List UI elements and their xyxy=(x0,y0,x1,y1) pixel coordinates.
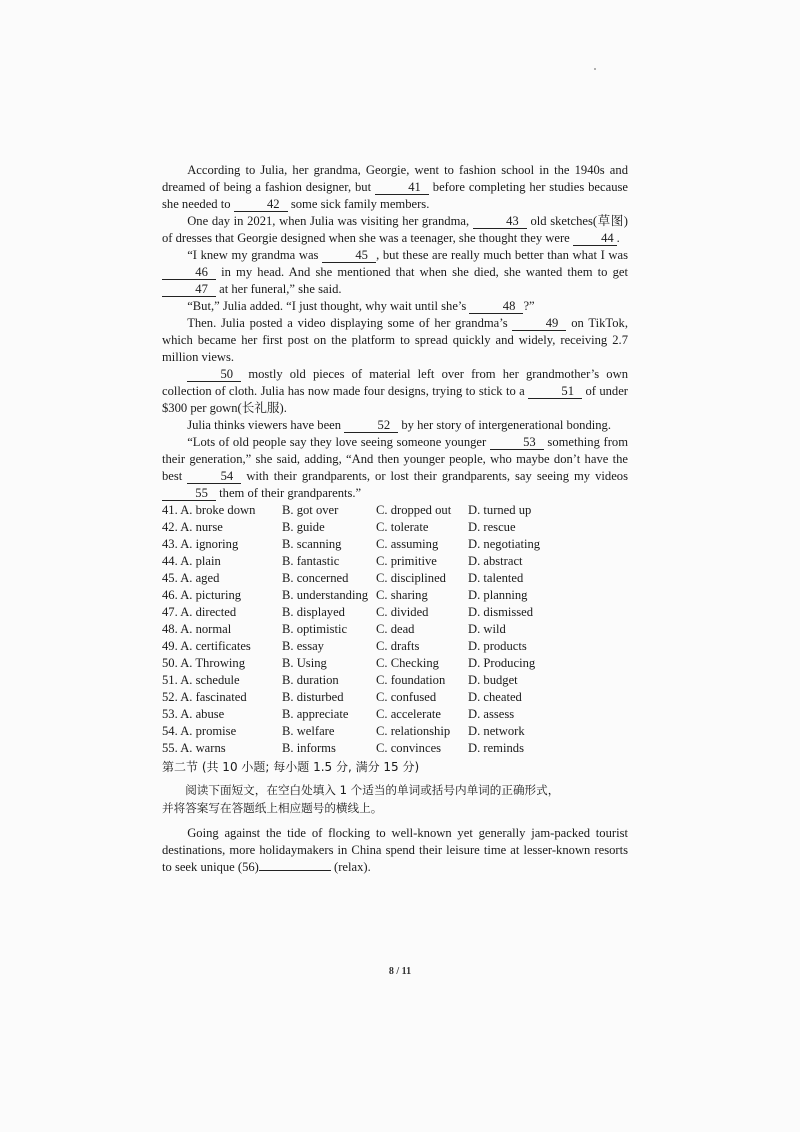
option-c: C. Checking xyxy=(376,656,439,670)
blank-45: 45 xyxy=(322,249,376,263)
text: something from their generation,” she said, adding, “And then younger people, who maybe don’t have the best xyxy=(162,435,628,483)
option-c: C. tolerate xyxy=(376,520,429,534)
option-a: 43. A. ignoring xyxy=(162,537,239,551)
blank-51: 51 xyxy=(528,385,582,399)
option-c: C. disciplined xyxy=(376,571,446,585)
option-b: B. duration xyxy=(282,673,339,687)
text: One day in 2021, when Julia was visiting her grandma, xyxy=(187,214,473,228)
blank-44: 44 xyxy=(573,232,617,246)
passage-paragraph-6 xyxy=(162,366,628,417)
passage-paragraph-2 xyxy=(162,213,628,247)
option-c: C. accelerate xyxy=(376,707,442,721)
text: before completing her studies because she needed to xyxy=(162,180,628,211)
option-a: 45. A. aged xyxy=(162,571,220,585)
option-d: D. assess xyxy=(468,707,515,721)
section-2-passage xyxy=(162,825,628,876)
option-d: D. turned up xyxy=(468,503,532,517)
options-row-46 xyxy=(162,587,628,604)
passage-paragraph-1 xyxy=(162,162,628,213)
page-number: 8 / 11 xyxy=(388,966,412,977)
options-row-51 xyxy=(162,672,628,689)
options-row-54 xyxy=(162,723,628,740)
text: some sick family members. xyxy=(287,197,430,211)
option-a: 55. A. warns xyxy=(162,741,226,755)
option-a: 49. A. certificates xyxy=(162,639,251,653)
blank-47: 47 xyxy=(162,283,216,297)
text: with their grandparents, or lost their grandparents, say seeing my videos xyxy=(241,469,629,483)
option-d: D. network xyxy=(468,724,525,738)
option-b: B. welfare xyxy=(282,724,335,738)
option-c: C. divided xyxy=(376,605,429,619)
text: them of their grandparents.” xyxy=(216,486,362,500)
option-d: D. planning xyxy=(468,588,528,602)
option-b: B. disturbed xyxy=(282,690,344,704)
blank-41: 41 xyxy=(375,181,429,195)
blank-50: 50 xyxy=(187,368,241,382)
option-a: 44. A. plain xyxy=(162,554,221,568)
text: Julia thinks viewers have been xyxy=(187,418,345,432)
options-row-45 xyxy=(162,570,628,587)
option-a: 52. A. fascinated xyxy=(162,690,247,704)
blank-42: 42 xyxy=(234,198,288,212)
option-d: D. dismissed xyxy=(468,605,534,619)
text: Then. Julia posted a video displaying some of her grandma’s xyxy=(187,316,513,330)
passage-paragraph-3 xyxy=(162,247,628,298)
option-a: 42. A. nurse xyxy=(162,520,223,534)
options-row-44 xyxy=(162,553,628,570)
section-2-instruction-2: 并将答案写在答题纸上相应题号的横线上。 xyxy=(162,801,383,815)
options-row-53 xyxy=(162,706,628,723)
passage-paragraph-5 xyxy=(162,315,628,366)
text: ?” xyxy=(523,299,535,313)
option-c: C. drafts xyxy=(376,639,420,653)
passage-paragraph-8 xyxy=(162,434,628,502)
blank-55: 55 xyxy=(162,487,216,501)
blank-48: 48 xyxy=(469,300,523,314)
option-c: C. foundation xyxy=(376,673,446,687)
option-b: B. informs xyxy=(282,741,336,755)
text: “I knew my grandma was xyxy=(187,248,323,262)
text: of under $300 per gown(长礼服). xyxy=(162,384,628,415)
text: “But,” Julia added. “I just thought, why wait until she’s xyxy=(187,299,470,313)
option-d: D. cheated xyxy=(468,690,522,704)
options-row-50 xyxy=(162,655,628,672)
options-row-49 xyxy=(162,638,628,655)
exam-content xyxy=(162,162,628,876)
scan-speck xyxy=(594,68,596,70)
options-row-55 xyxy=(162,740,628,757)
option-d: D. abstract xyxy=(468,554,523,568)
options-row-47 xyxy=(162,604,628,621)
option-d: D. Producing xyxy=(468,656,536,670)
option-d: D. negotiating xyxy=(468,537,541,551)
text: on TikTok, which became her first post on the platform to spread quickly and widely, receiving 2.7 million views. xyxy=(162,316,628,364)
option-d: D. talented xyxy=(468,571,524,585)
option-d: D. budget xyxy=(468,673,518,687)
text: Going against the tide of flocking to well-known yet generally jam-packed tourist destinations, more holidaymakers in China spend their leisure time at lesser-known resorts to seek unique (56) xyxy=(162,826,628,874)
blank-53: 53 xyxy=(490,436,544,450)
blank-54: 54 xyxy=(187,470,241,484)
passage-paragraph-4 xyxy=(162,298,628,315)
option-b: B. essay xyxy=(282,639,324,653)
text: mostly old pieces of material left over from her grandmother’s own collection of cloth. Julia has now made four designs, trying to stick to a xyxy=(162,367,628,398)
option-b: B. guide xyxy=(282,520,325,534)
option-c: C. assuming xyxy=(376,537,439,551)
option-b: B. concerned xyxy=(282,571,349,585)
options-row-52 xyxy=(162,689,628,706)
blank-49: 49 xyxy=(512,317,566,331)
option-b: B. got over xyxy=(282,503,339,517)
option-a: 41. A. broke down xyxy=(162,503,256,517)
text: old sketches(草图) of dresses that Georgie designed when she was a teenager, she thought they were xyxy=(162,214,628,245)
option-b: B. optimistic xyxy=(282,622,348,636)
option-c: C. confused xyxy=(376,690,437,704)
options-row-48 xyxy=(162,621,628,638)
option-a: 50. A. Throwing xyxy=(162,656,246,670)
option-b: B. Using xyxy=(282,656,327,670)
blank-43: 43 xyxy=(473,215,527,229)
option-b: B. appreciate xyxy=(282,707,349,721)
text: (relax). xyxy=(330,860,371,874)
option-b: B. understanding xyxy=(282,588,369,602)
option-b: B. displayed xyxy=(282,605,345,619)
text: in my head. And she mentioned that when she died, she wanted them to get xyxy=(216,265,628,279)
option-c: C. relationship xyxy=(376,724,451,738)
options-row-41 xyxy=(162,502,628,519)
text: . xyxy=(616,231,620,245)
option-a: 54. A. promise xyxy=(162,724,237,738)
option-c: C. primitive xyxy=(376,554,437,568)
option-c: C. dead xyxy=(376,622,415,636)
option-a: 46. A. picturing xyxy=(162,588,242,602)
blank-56 xyxy=(259,859,331,871)
text: at her funeral,” she said. xyxy=(216,282,342,296)
option-a: 51. A. schedule xyxy=(162,673,240,687)
section-2-title: 第二节 (共 10 小题; 每小题 1.5 分, 满分 15 分) xyxy=(162,760,420,774)
blank-52: 52 xyxy=(344,419,398,433)
option-d: D. reminds xyxy=(468,741,524,755)
option-a: 47. A. directed xyxy=(162,605,237,619)
text: According to Julia, her grandma, Georgie, went to fashion school in the 1940s and dreamed of being a fashion designer, but xyxy=(162,163,628,194)
text: by her story of intergenerational bonding. xyxy=(398,418,611,432)
section-2-instruction-1: 阅读下面短文，在空白处填入 1 个适当的单词或括号内单词的正确形式， xyxy=(185,783,560,797)
option-c: C. dropped out xyxy=(376,503,452,517)
options-row-43 xyxy=(162,536,628,553)
options-list xyxy=(162,502,628,757)
text: , but these are really much better than what I was xyxy=(376,248,628,262)
option-b: B. scanning xyxy=(282,537,342,551)
option-c: C. sharing xyxy=(376,588,428,602)
option-d: D. products xyxy=(468,639,527,653)
option-d: D. wild xyxy=(468,622,506,636)
option-c: C. convinces xyxy=(376,741,442,755)
option-a: 48. A. normal xyxy=(162,622,232,636)
option-b: B. fantastic xyxy=(282,554,340,568)
text: “Lots of old people say they love seeing someone younger xyxy=(187,435,490,449)
passage-paragraph-7 xyxy=(162,417,628,434)
option-a: 53. A. abuse xyxy=(162,707,225,721)
blank-46: 46 xyxy=(162,266,216,280)
options-row-42 xyxy=(162,519,628,536)
option-d: D. rescue xyxy=(468,520,516,534)
